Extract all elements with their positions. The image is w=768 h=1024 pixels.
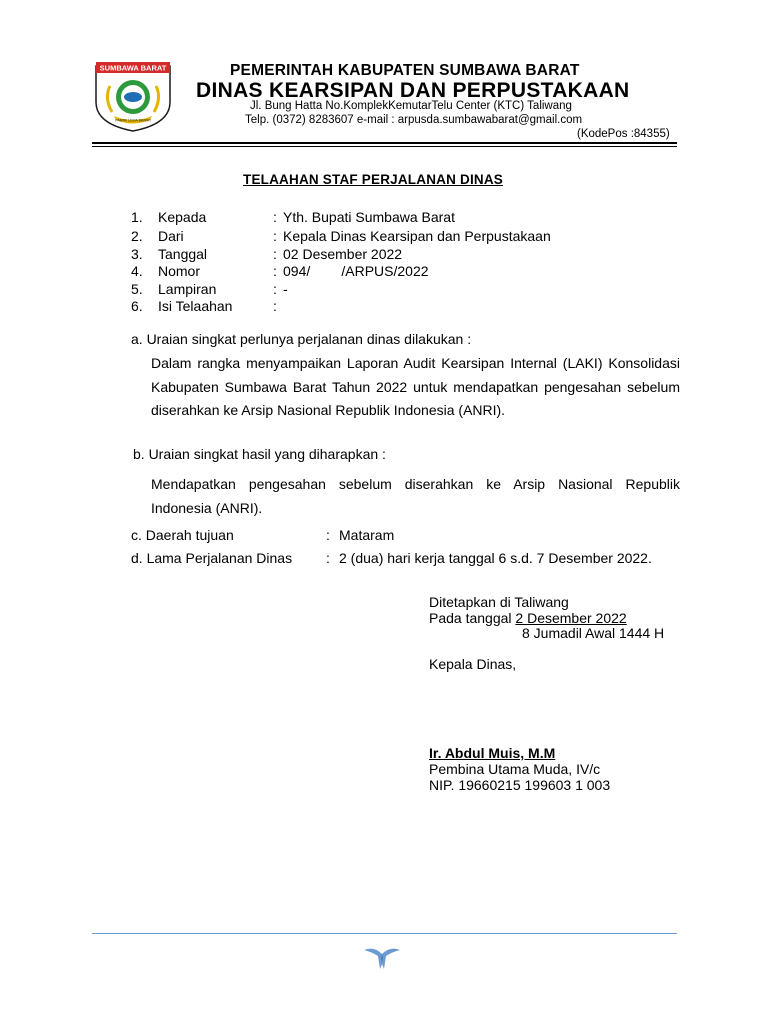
signature-date-prefix: Pada tanggal — [429, 610, 516, 626]
bird-emblem-icon — [362, 942, 402, 972]
item-label-isi-telaahan: Isi Telaahan — [158, 298, 233, 314]
item-colon: : — [273, 228, 277, 244]
duration-value: 2 (dua) hari kerja tanggal 6 s.d. 7 Desember 2022. — [339, 550, 652, 566]
item-label-dari: Dari — [158, 228, 184, 244]
section-c-colon: : — [326, 527, 330, 543]
item-number: 3. — [131, 246, 143, 262]
section-d-colon: : — [326, 550, 330, 566]
letterhead-rule-thin — [92, 146, 677, 147]
item-value-tanggal: 02 Desember 2022 — [283, 246, 403, 262]
item-colon: : — [273, 281, 277, 297]
signature-hijri-date: 8 Jumadil Awal 1444 H — [522, 625, 665, 641]
logo-banner-text: SUMBAWA BARAT — [99, 63, 167, 73]
logo-ribbon-text: PARIRI LEMA BARIRI — [115, 118, 151, 123]
section-d-label: d. Lama Perjalanan Dinas — [131, 550, 293, 566]
document-title: TELAAHAN STAF PERJALANAN DINAS — [243, 172, 504, 187]
contact-line: Telp. (0372) 8283607 e-mail : arpusda.sumbawabarat@gmail.com — [245, 114, 583, 126]
signatory-name: Ir. Abdul Muis, M.M — [429, 745, 556, 761]
signature-place: Ditetapkan di Taliwang — [429, 594, 569, 610]
signature-date-line — [429, 610, 627, 626]
letterhead-rule-thick — [92, 142, 677, 144]
item-label-nomor: Nomor — [158, 263, 201, 279]
agency-name: DINAS KEARSIPAN DAN PERPUSTAKAAN — [196, 79, 630, 102]
section-b-text: Mendapatkan pengesahan sebelum diserahkan ke Arsip Nasional Republik Indonesia (ANRI). — [151, 476, 680, 516]
destination-value: Mataram — [339, 527, 395, 543]
item-label-tanggal: Tanggal — [158, 246, 208, 262]
regency-logo — [92, 58, 174, 132]
item-number: 6. — [131, 298, 143, 314]
section-a-heading: a. Uraian singkat perlunya perjalanan dinas dilakukan : — [131, 331, 472, 347]
footer-rule — [92, 933, 677, 934]
government-name: PEMERINTAH KABUPATEN SUMBAWA BARAT — [230, 62, 580, 79]
section-c-label: c. Daerah tujuan — [131, 527, 234, 543]
item-colon: : — [273, 298, 277, 314]
signatory-nip: NIP. 19660215 199603 1 003 — [429, 777, 611, 793]
item-value-nomor: 094/ /ARPUS/2022 — [283, 263, 429, 279]
item-number: 2. — [131, 228, 143, 244]
address-line: Jl. Bung Hatta No.KomplekKemutarTelu Center (KTC) Taliwang — [250, 100, 572, 112]
signature-position: Kepala Dinas, — [429, 656, 517, 672]
item-label-lampiran: Lampiran — [158, 281, 217, 297]
postal-code: (KodePos :84355) — [577, 128, 670, 140]
item-number: 5. — [131, 281, 143, 297]
item-value-kepada: Yth. Bupati Sumbawa Barat — [283, 209, 455, 225]
section-a-text: Dalam rangka menyampaikan Laporan Audit Kearsipan Internal (LAKI) Konsolidasi Kabupaten Sumbawa Barat Tahun 2022 untuk mendapatkan pengesahan sebelum diserahkan ke Arsip Nasional Republik Indonesia (ANRI). — [151, 355, 680, 418]
item-colon: : — [273, 263, 277, 279]
signature-date: 2 Desember 2022 — [515, 610, 627, 626]
item-number: 1. — [131, 209, 143, 225]
item-number: 4. — [131, 263, 143, 279]
signatory-rank: Pembina Utama Muda, IV/c — [429, 761, 601, 777]
item-colon: : — [273, 209, 277, 225]
item-label-kepada: Kepada — [158, 209, 207, 225]
item-value-dari: Kepala Dinas Kearsipan dan Perpustakaan — [283, 228, 551, 244]
section-b-heading: b. Uraian singkat hasil yang diharapkan : — [133, 446, 386, 462]
item-colon: : — [273, 246, 277, 262]
item-value-lampiran: - — [283, 281, 288, 297]
